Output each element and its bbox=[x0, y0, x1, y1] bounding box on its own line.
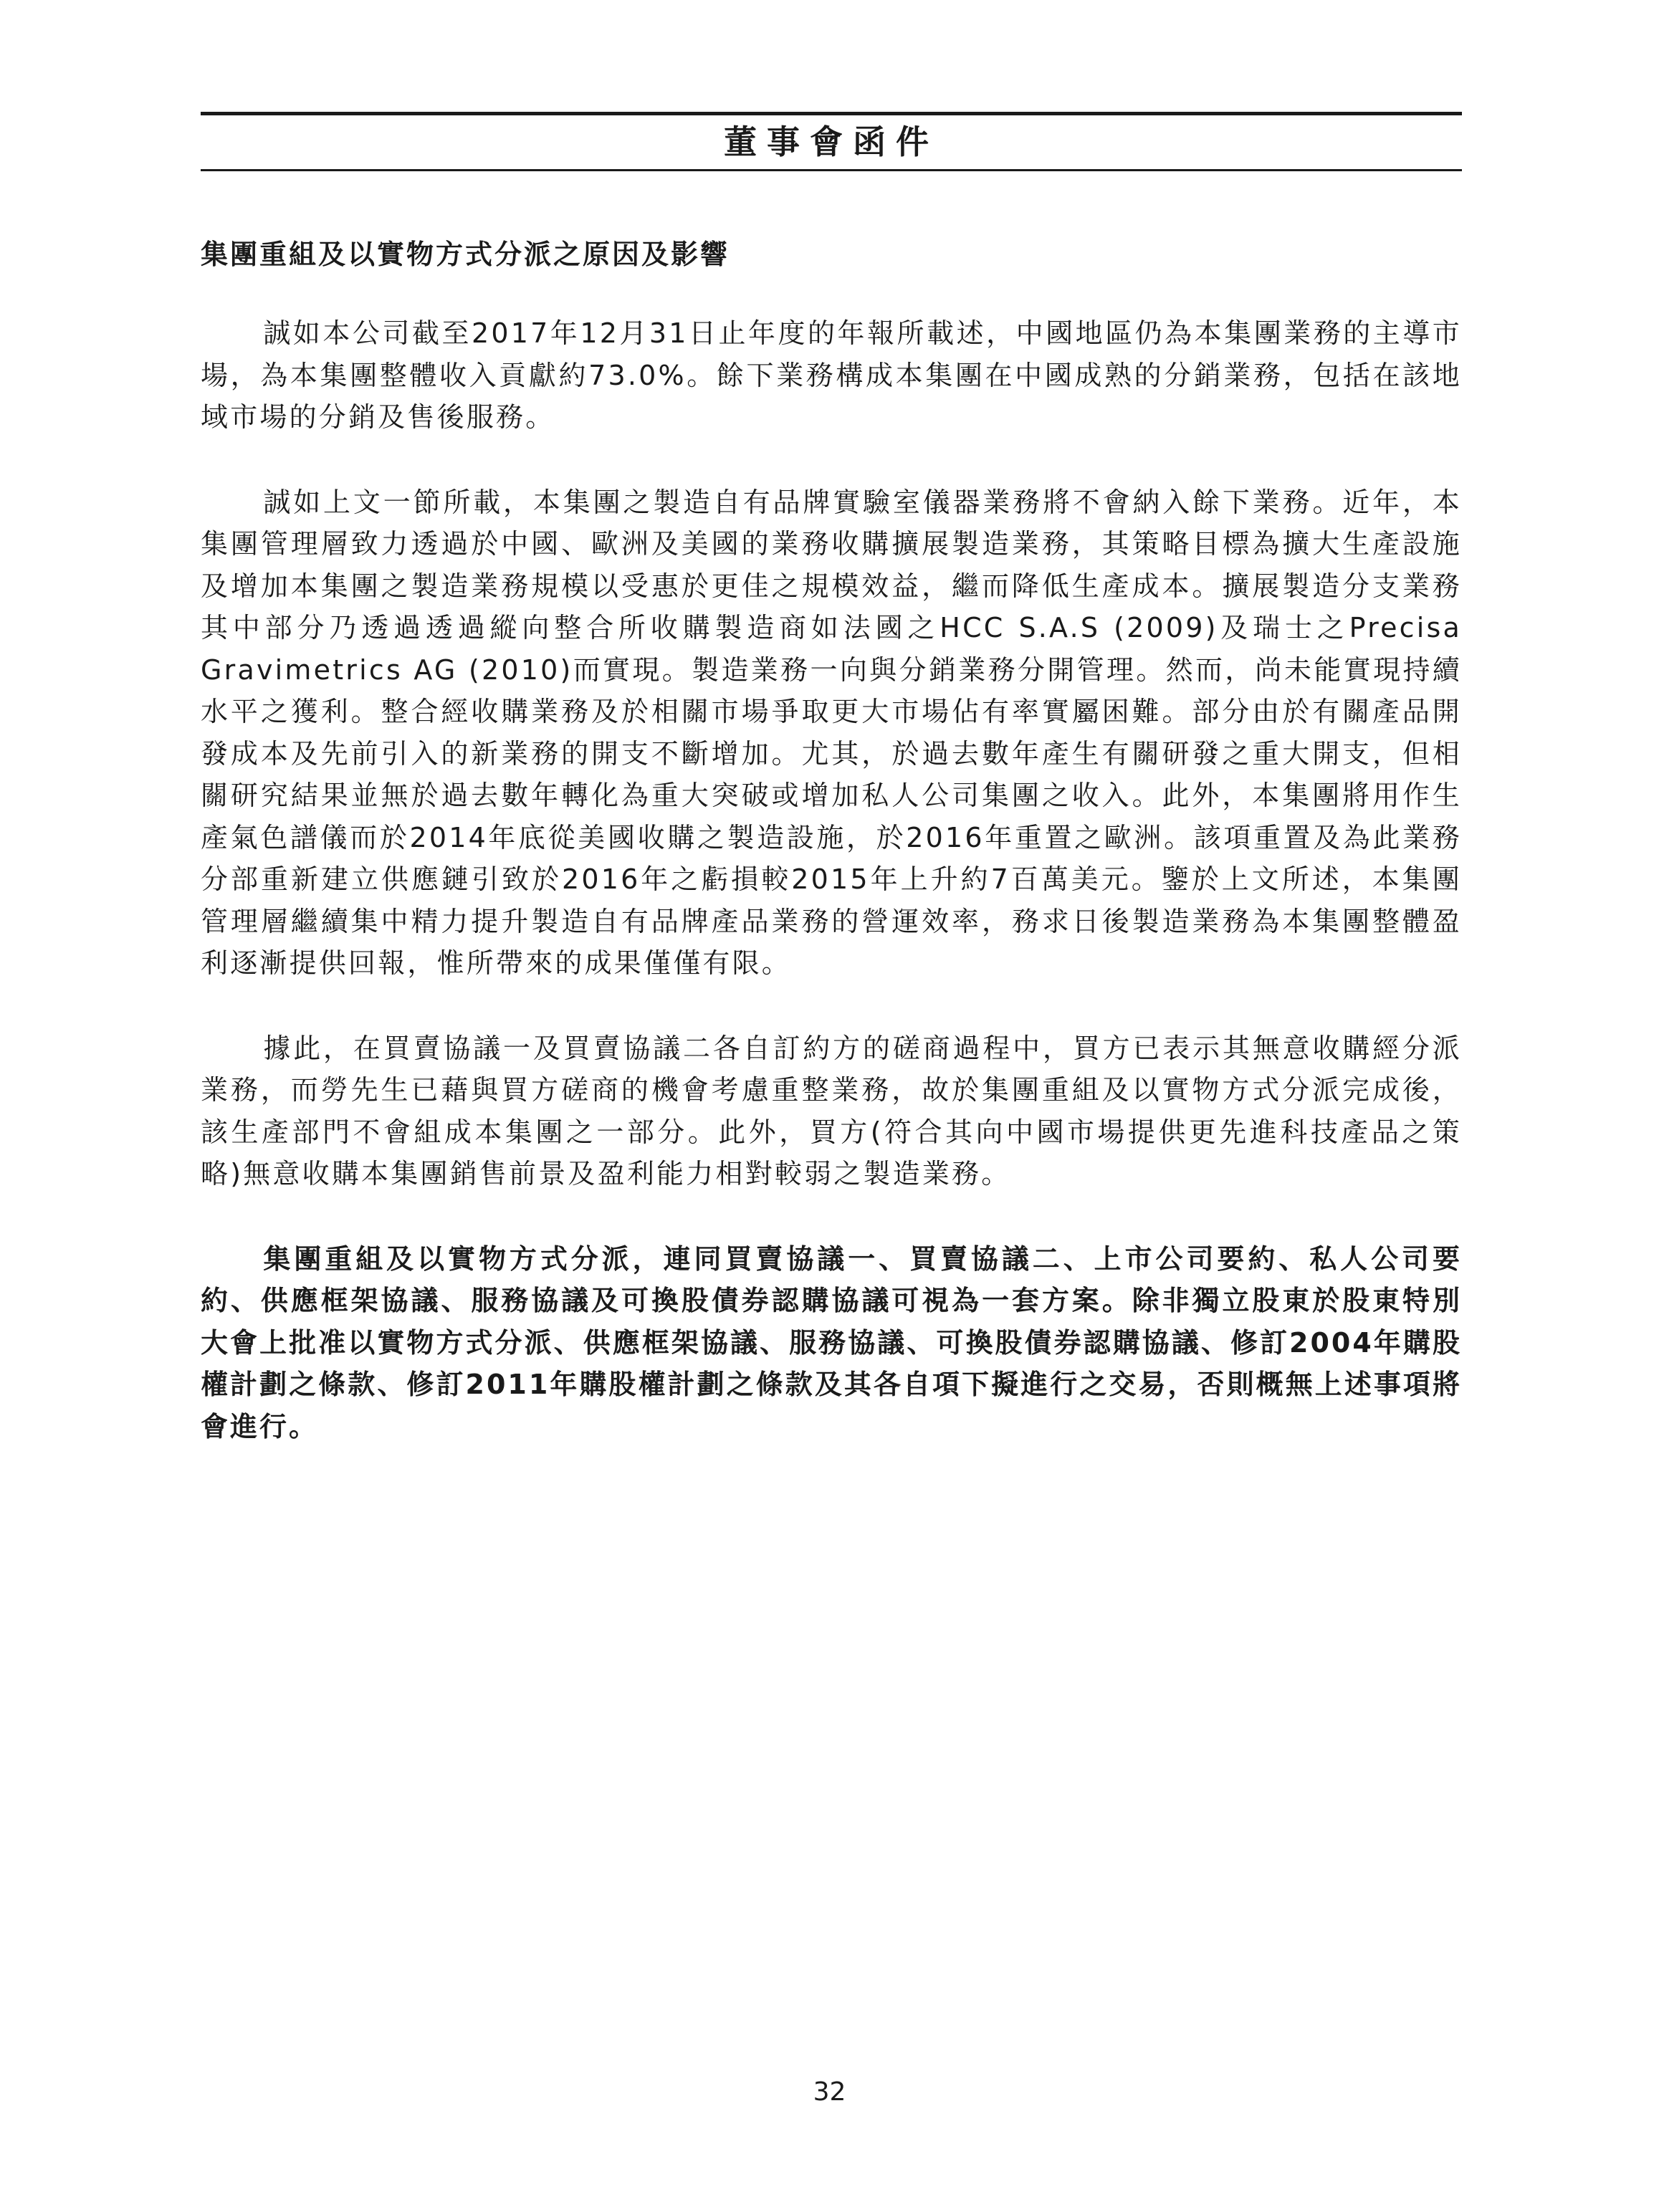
page-title: 董事會函件 bbox=[724, 123, 939, 161]
header-top-rule bbox=[201, 112, 1462, 115]
paragraph-annual-report: 誠如本公司截至2017年12月31日止年度的年報所載述，中國地區仍為本集團業務的主導市場，為本集團整體收入貢獻約73.0%。餘下業務構成本集團在中國成熟的分銷業務，包括在該地域市場的分銷及售後服務。 bbox=[201, 317, 1462, 433]
paragraph-package-conditions: 集團重組及以實物方式分派，連同買賣協議一、買賣協議二、上市公司要約、私人公司要約、供應框架協議、服務協議及可換股債券認購協議可視為一套方案。除非獨立股東於股東特別大會上批准以實物方式分派、供應框架協議、服務協議、可換股債券認購協議、修訂2004年購股權計劃之條款、修訂2011年購股權計劃之條款及其各自項下擬進行之交易，否則概無上述事項將會進行。 bbox=[201, 1243, 1462, 1442]
header-bottom-rule bbox=[201, 169, 1462, 171]
paragraph-negotiation: 據此，在買賣協議一及買賣協議二各自訂約方的磋商過程中，買方已表示其無意收購經分派業務，而勞先生已藉與買方磋商的機會考慮重整業務，故於集團重組及以實物方式分派完成後，該生產部門不會組成本集團之一部分。此外，買方(符合其向中國市場提供更先進科技產品之策略)無意收購本集團銷售前景及盈利能力相對較弱之製造業務。 bbox=[201, 1032, 1462, 1189]
section-heading: 集團重組及以實物方式分派之原因及影響 bbox=[201, 239, 730, 270]
paragraph-manufacturing-business: 誠如上文一節所載，本集團之製造自有品牌實驗室儀器業務將不會納入餘下業務。近年，本集團管理層致力透過於中國、歐洲及美國的業務收購擴展製造業務，其策略目標為擴大生產設施及增加本集團之製造業務規模以受惠於更佳之規模效益，繼而降低生產成本。擴展製造分支業務其中部分乃透過透過縱向整合所收購製造商如法國之HCC S.A.S (2009)及瑞士之Precisa Gravimetrics AG (2010)而實現。製造業務一向與分銷業務分開管理。然而，尚未能實現持續水平之獲利。整合經收購業務及於相關市場爭取更大市場佔有率實屬困難。部分由於有關產品開發成本及先前引入的新業務的開支不斷增加。尤其，於過去數年產生有關研發之重大開支，但相關研究結果並無於過去數年轉化為重大突破或增加私人公司集團之收入。此外，本集團將用作生產氣色譜儀而於2014年底從美國收購之製造設施，於2016年重置之歐洲。該項重置及為此業務分部重新建立供應鏈引致於2016年之虧損較2015年上升約7百萬美元。鑒於上文所述，本集團管理層繼續集中精力提升製造自有品牌產品業務的營運效率，務求日後製造業務為本集團整體盈利逐漸提供回報，惟所帶來的成果僅僅有限。 bbox=[201, 486, 1462, 979]
document-body bbox=[201, 236, 1462, 1490]
page-number: 32 bbox=[813, 2077, 846, 2107]
